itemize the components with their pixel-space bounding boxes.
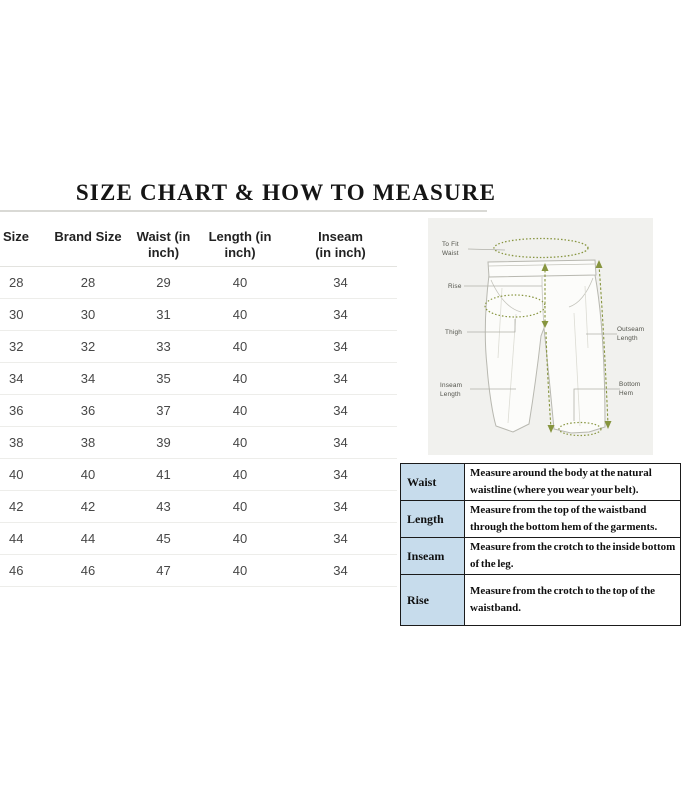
size-table-cell: 33 (131, 331, 196, 363)
diagram-label-inseam-length: Length (440, 391, 461, 398)
size-table-cell: 34 (284, 395, 397, 427)
size-table-cell: 41 (131, 459, 196, 491)
size-table-cell: 42 (45, 491, 131, 523)
size-table-cell: 36 (0, 395, 45, 427)
size-table-cell: 30 (0, 299, 45, 331)
diagram-label-bottom-hem: Bottom (619, 381, 641, 388)
size-table-cell: 34 (284, 299, 397, 331)
size-table-cell: 43 (131, 491, 196, 523)
size-table-cell: 34 (333, 275, 348, 291)
size-table-cell: 34 (284, 427, 397, 459)
size-table-cell: 34 (284, 331, 397, 363)
measure-table-row (401, 464, 681, 501)
diagram-label-bottom-hem: Hem (619, 390, 634, 397)
diagram-label-to-fit-waist: Waist (442, 250, 459, 257)
size-table-header-row (0, 221, 397, 267)
size-table-cell: 40 (196, 459, 284, 491)
how-to-measure-diagram (428, 218, 653, 455)
diagram-label-inseam-length: Inseam (440, 382, 463, 389)
size-col-header (0, 221, 45, 267)
diagram-label-outseam-length: Outseam (617, 326, 645, 333)
size-table-cell: 40 (196, 523, 284, 555)
size-table-cell: 40 (196, 427, 284, 459)
measure-description-cell: Measure from the crotch to the inside bottom of the leg. (465, 538, 681, 575)
size-col-header (196, 221, 284, 267)
size-table-cell: 30 (45, 299, 131, 331)
size-table-cell: 31 (131, 299, 196, 331)
size-table-row (0, 363, 397, 395)
size-table-cell: 44 (0, 523, 45, 555)
measure-table-row (401, 575, 681, 626)
size-table-cell: 32 (45, 331, 131, 363)
size-table-cell: 34 (0, 363, 45, 395)
size-table-cell: 40 (196, 491, 284, 523)
size-table-cell: 44 (45, 523, 131, 555)
size-table-cell: 34 (284, 459, 397, 491)
measure-term-cell: Inseam (401, 538, 465, 575)
size-table-cell: 38 (45, 427, 131, 459)
size-col-header-label: Size (3, 229, 30, 244)
measure-term-cell: Rise (401, 575, 465, 626)
size-col-header-label: Brand Size (54, 229, 122, 244)
size-table-cell: 46 (45, 555, 131, 587)
diagram-label-thigh: Thigh (445, 329, 462, 336)
measure-term-cell: Length (401, 501, 465, 538)
size-col-header-label: Waist (in inch) (136, 229, 191, 260)
size-table-cell: 45 (131, 523, 196, 555)
size-table-cell: 34 (284, 491, 397, 523)
size-table-cell: 37 (131, 395, 196, 427)
size-table-header (0, 221, 397, 267)
size-table-row (0, 555, 397, 587)
size-table-row (0, 267, 397, 299)
size-table-row (0, 491, 397, 523)
size-table-cell: 34 (284, 523, 397, 555)
size-table-row (0, 331, 397, 363)
size-table-cell: 40 (196, 395, 284, 427)
diagram-label-rise: Rise (448, 283, 462, 290)
measure-term-cell: Waist (401, 464, 465, 501)
size-table-cell: 40 (196, 299, 284, 331)
size-table-row (0, 299, 397, 331)
size-table-cell: 28 (80, 275, 96, 291)
size-table-cell: 34 (284, 555, 397, 587)
size-table-cell: 35 (131, 363, 196, 395)
size-table-cell: 47 (131, 555, 196, 587)
size-table-row (0, 459, 397, 491)
size-table-cell: 32 (0, 331, 45, 363)
measure-table-row (401, 501, 681, 538)
size-col-header-label: Length (in inch) (208, 229, 272, 260)
size-col-header (131, 221, 196, 267)
size-table-cell: 36 (45, 395, 131, 427)
measure-table-row (401, 538, 681, 575)
size-table-body (0, 267, 397, 587)
measure-table-body (401, 464, 681, 626)
size-col-header (45, 221, 131, 267)
size-table-row (0, 427, 397, 459)
size-table-cell: 40 (196, 555, 284, 587)
size-table-row (0, 395, 397, 427)
size-col-header (284, 221, 397, 267)
measure-description-cell: Measure from the top of the waistband through the bottom hem of the garments. (465, 501, 681, 538)
size-table-cell: 40 (196, 331, 284, 363)
size-table-cell: 40 (232, 275, 248, 291)
size-table (0, 221, 397, 587)
diagram-label-to-fit-waist: To Fit (442, 241, 459, 248)
waistband (488, 260, 596, 277)
size-table-cell: 40 (196, 363, 284, 395)
size-table-cell: 40 (45, 459, 131, 491)
size-table-cell: 38 (0, 427, 45, 459)
measure-description-cell: Measure around the body at the natural waistline (where you wear your belt). (465, 464, 681, 501)
diagram-label-outseam-length: Length (617, 335, 638, 342)
size-table-cell: 28 (9, 275, 24, 291)
size-table-cell: 29 (156, 275, 171, 291)
size-table-cell: 40 (0, 459, 45, 491)
pants-measure-illustration (428, 218, 653, 455)
size-table-cell: 39 (131, 427, 196, 459)
size-table-cell: 34 (284, 363, 397, 395)
size-col-header-label: Inseam (in inch) (315, 229, 366, 260)
waist-measure-ellipse (494, 239, 588, 258)
size-table-cell: 42 (0, 491, 45, 523)
size-table-cell: 46 (0, 555, 45, 587)
title-divider (0, 210, 487, 212)
measure-table (400, 463, 681, 626)
size-table-row (0, 523, 397, 555)
page-title: SIZE CHART & HOW TO MEASURE (75, 180, 497, 205)
size-table-cell: 34 (45, 363, 131, 395)
measure-description-cell: Measure from the crotch to the top of the waistband. (465, 575, 681, 626)
